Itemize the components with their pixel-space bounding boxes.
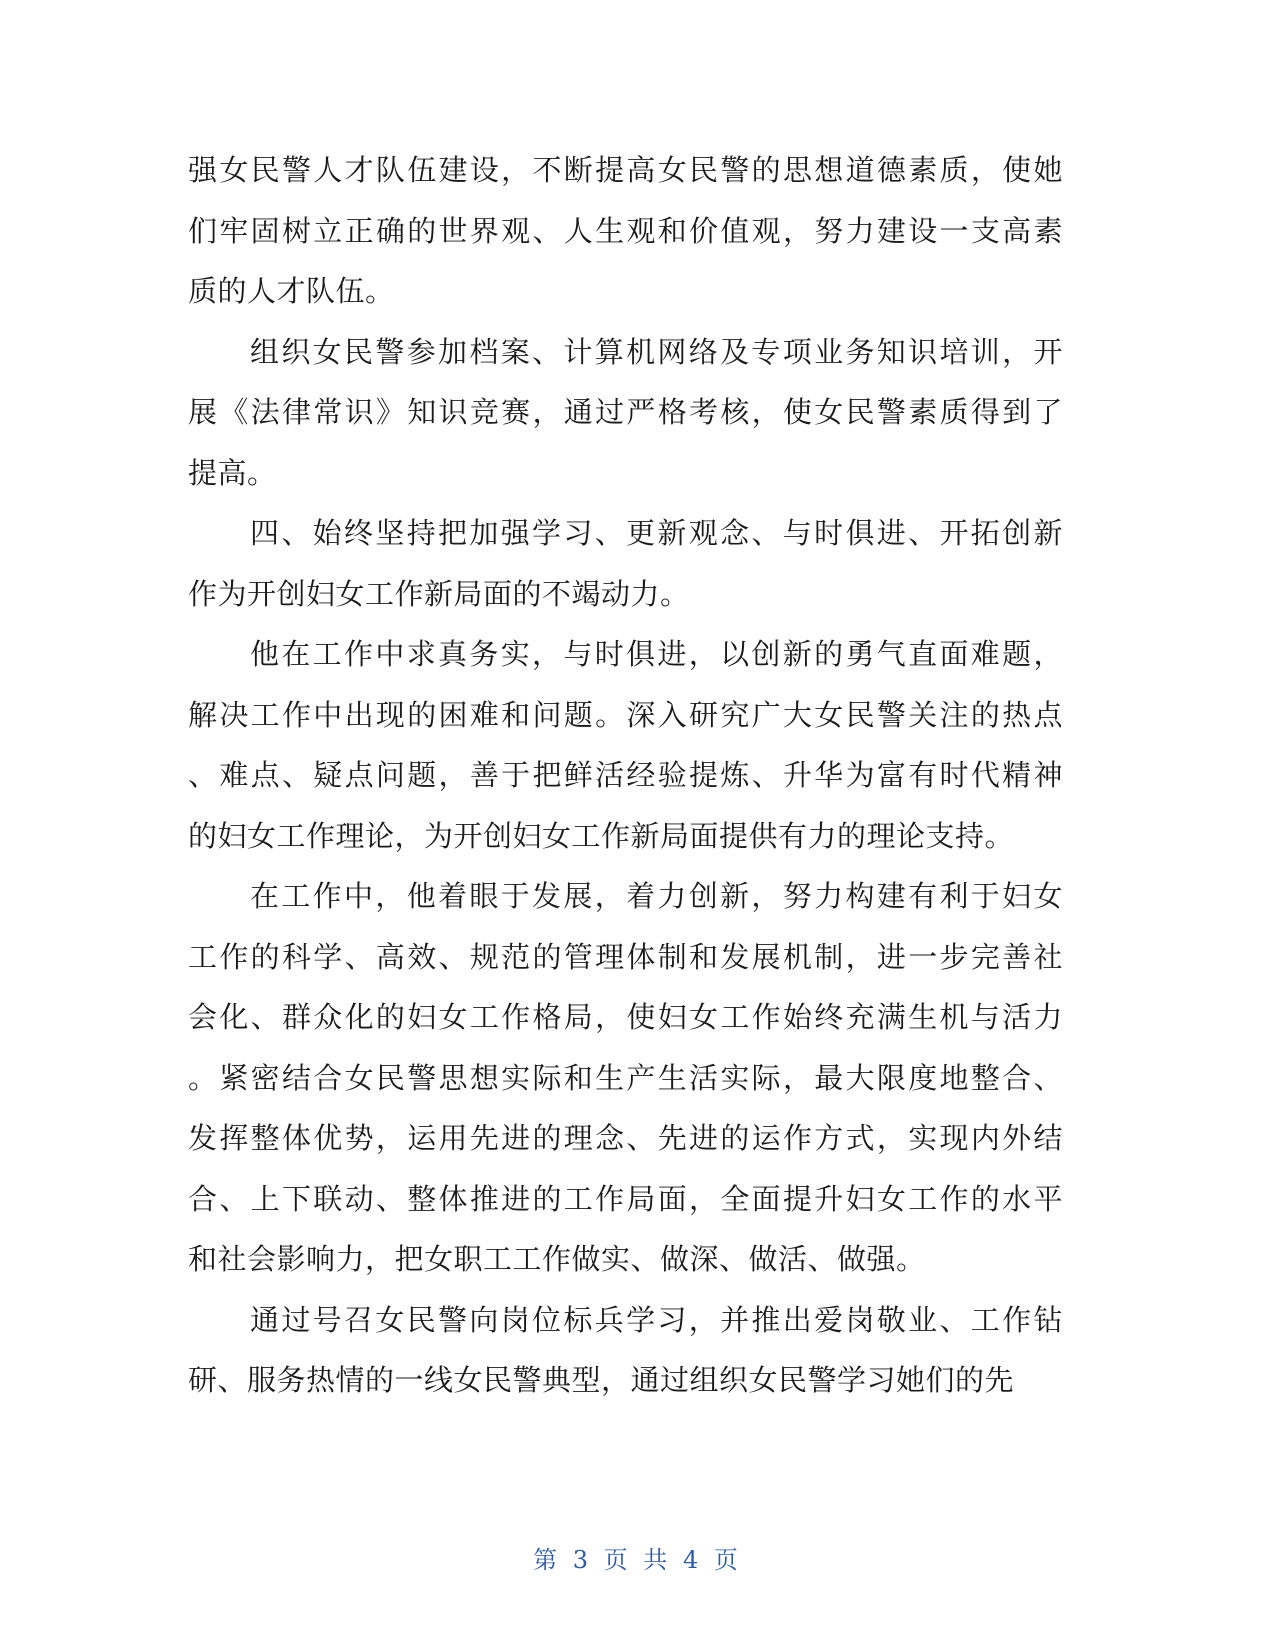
paragraph — [188, 140, 1063, 322]
text-line: 他在工作中求真务实，与时俱进，以创新的勇气直面难题， — [250, 637, 1063, 671]
text-line: 会化、群众化的妇女工作格局，使妇女工作始终充满生机与活力 — [188, 1000, 1063, 1034]
paragraph — [188, 322, 1063, 504]
text-line: 、难点、疑点问题，善于把鲜活经验提炼、升华为富有时代精神 — [188, 758, 1063, 792]
paragraph — [188, 503, 1063, 624]
page-footer — [0, 1540, 1275, 1575]
text-line: 质的人才队伍。 — [188, 274, 395, 308]
text-line: 强女民警人才队伍建设，不断提高女民警的思想道德素质，使她 — [188, 153, 1063, 187]
text-line: 四、始终坚持把加强学习、更新观念、与时俱进、开拓创新 — [250, 516, 1063, 550]
text-line: 合、上下联动、整体推进的工作局面，全面提升妇女工作的水平 — [188, 1181, 1063, 1216]
paragraph — [188, 866, 1063, 1290]
text-line: 组织女民警参加档案、计算机网络及专项业务知识培训，开 — [250, 334, 1063, 369]
page-number-label: 第 3 页 共 4 页 — [533, 1546, 742, 1574]
paragraph — [188, 624, 1063, 866]
text-line: 作为开创妇女工作新局面的不竭动力。 — [188, 576, 690, 611]
text-line: 在工作中，他着眼于发展，着力创新，努力构建有利于妇女 — [250, 879, 1063, 913]
text-line: 。紧密结合女民警思想实际和生产生活实际，最大限度地整合、 — [188, 1060, 1063, 1095]
text-line: 展《法律常识》知识竞赛，通过严格考核，使女民警素质得到了 — [188, 395, 1063, 429]
text-line: 工作的科学、高效、规范的管理体制和发展机制，进一步完善社 — [188, 939, 1063, 974]
text-line: 提高。 — [188, 455, 277, 490]
text-line: 的妇女工作理论，为开创妇女工作新局面提供有力的理论支持。 — [188, 818, 1015, 853]
paragraph — [188, 1290, 1063, 1411]
text-line: 和社会影响力，把女职工工作做实、做深、做活、做强。 — [188, 1242, 926, 1276]
text-line: 发挥整体优势，运用先进的理念、先进的运作方式，实现内外结 — [188, 1121, 1063, 1155]
text-line: 解决工作中出现的困难和问题。深入研究广大女民警关注的热点 — [188, 697, 1063, 732]
document-body — [188, 140, 1063, 1411]
text-line: 们牢固树立正确的世界观、人生观和价值观，努力建设一支高素 — [188, 213, 1063, 248]
text-line: 通过号召女民警向岗位标兵学习，并推出爱岗敬业、工作钻 — [250, 1302, 1063, 1337]
text-line: 研、服务热情的一线女民警典型，通过组织女民警学习她们的先 — [188, 1363, 1015, 1397]
